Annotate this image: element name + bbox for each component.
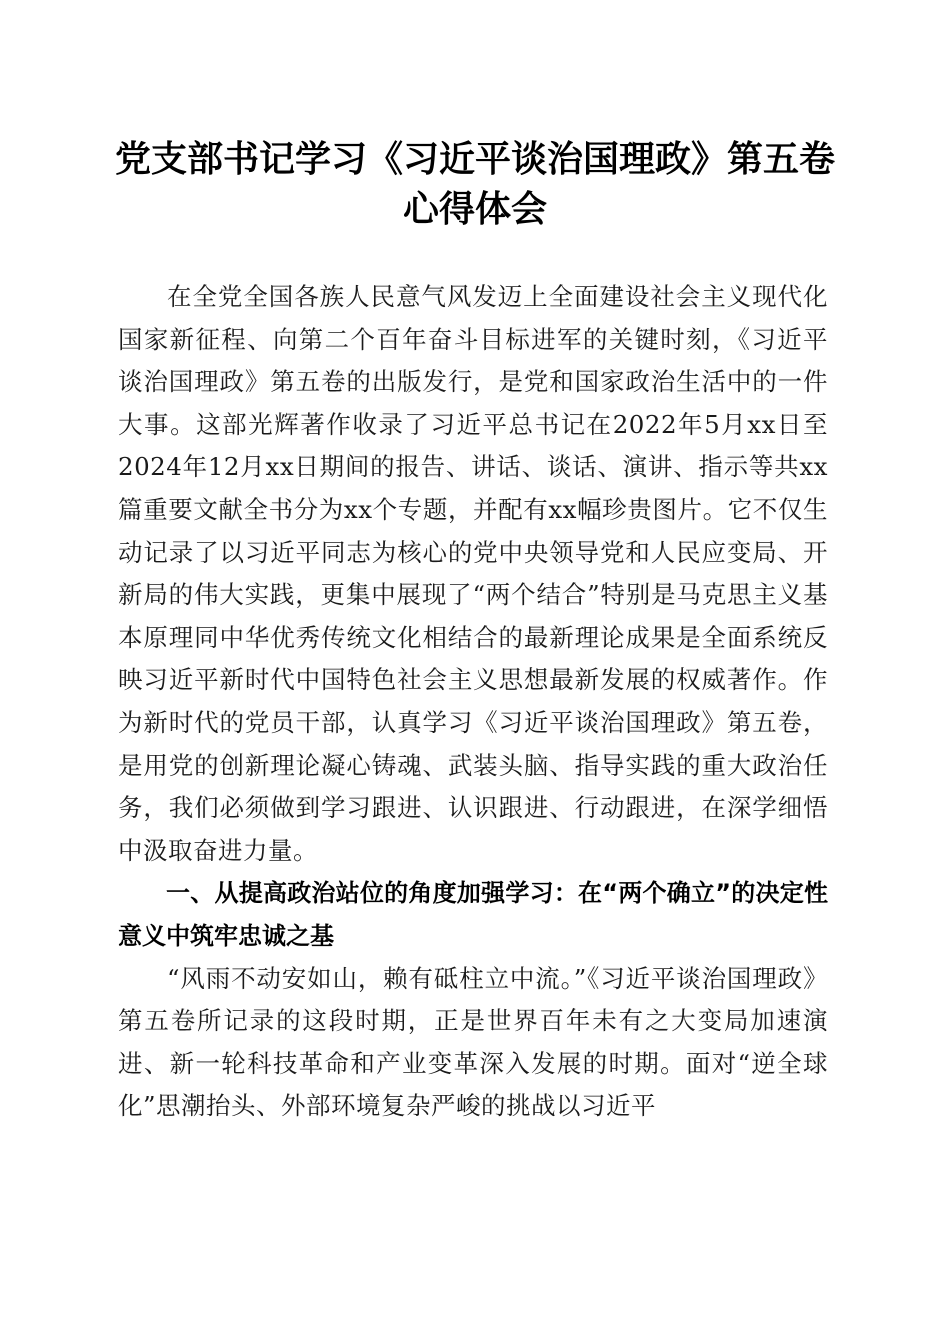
document-title bbox=[90, 134, 860, 234]
document-body bbox=[118, 276, 828, 1128]
section-1-paragraph: “风雨不动安如山，赖有砥柱立中流。”《习近平谈治国理政》第五卷所记录的这段时期，正是世界百年未有之大变局加速演进、新一轮科技革命和产业变革深入发展的时期。面对“逆全球化”思潮抬头、外部环境复杂严峻的挑战以习近平 bbox=[118, 963, 828, 1121]
title-line-2: 心得体会 bbox=[402, 188, 547, 230]
section-1-heading: 一、从提高政治站位的角度加强学习：在“两个确立”的决定性意义中筑牢忠诚之基 bbox=[118, 879, 828, 950]
intro-paragraph: 在全党全国各族人民意气风发迈上全面建设社会主义现代化国家新征程、向第二个百年奋斗目标进军的关键时刻，《习近平谈治国理政》第五卷的出版发行，是党和国家政治生活中的一件大事。这部光辉著作收录了习近平总书记在2022年5月xx日至2024年12月xx日期间的报告、讲话、谈话、演讲、指示等共xx篇重要文献全书分为xx个专题，并配有xx幅珍贵图片。它不仅生动记录了以习近平同志为核心的党中央领导党和人民应变局、开新局的伟大实践，更集中展现了“两个结合”特别是马克思主义基本原理同中华优秀传统文化相结合的最新理论成果是全面系统反映习近平新时代中国特色社会主义思想最新发展的权威著作。作为新时代的党员干部，认真学习《习近平谈治国理政》第五卷，是用党的创新理论凝心铸魂、武装头脑、指导实践的重大政治任务，我们必须做到学习跟进、认识跟进、行动跟进，在深学细悟中汲取奋进力量。 bbox=[118, 282, 828, 865]
title-line-1: 党支部书记学习《习近平谈治国理政》第五卷 bbox=[114, 138, 835, 180]
